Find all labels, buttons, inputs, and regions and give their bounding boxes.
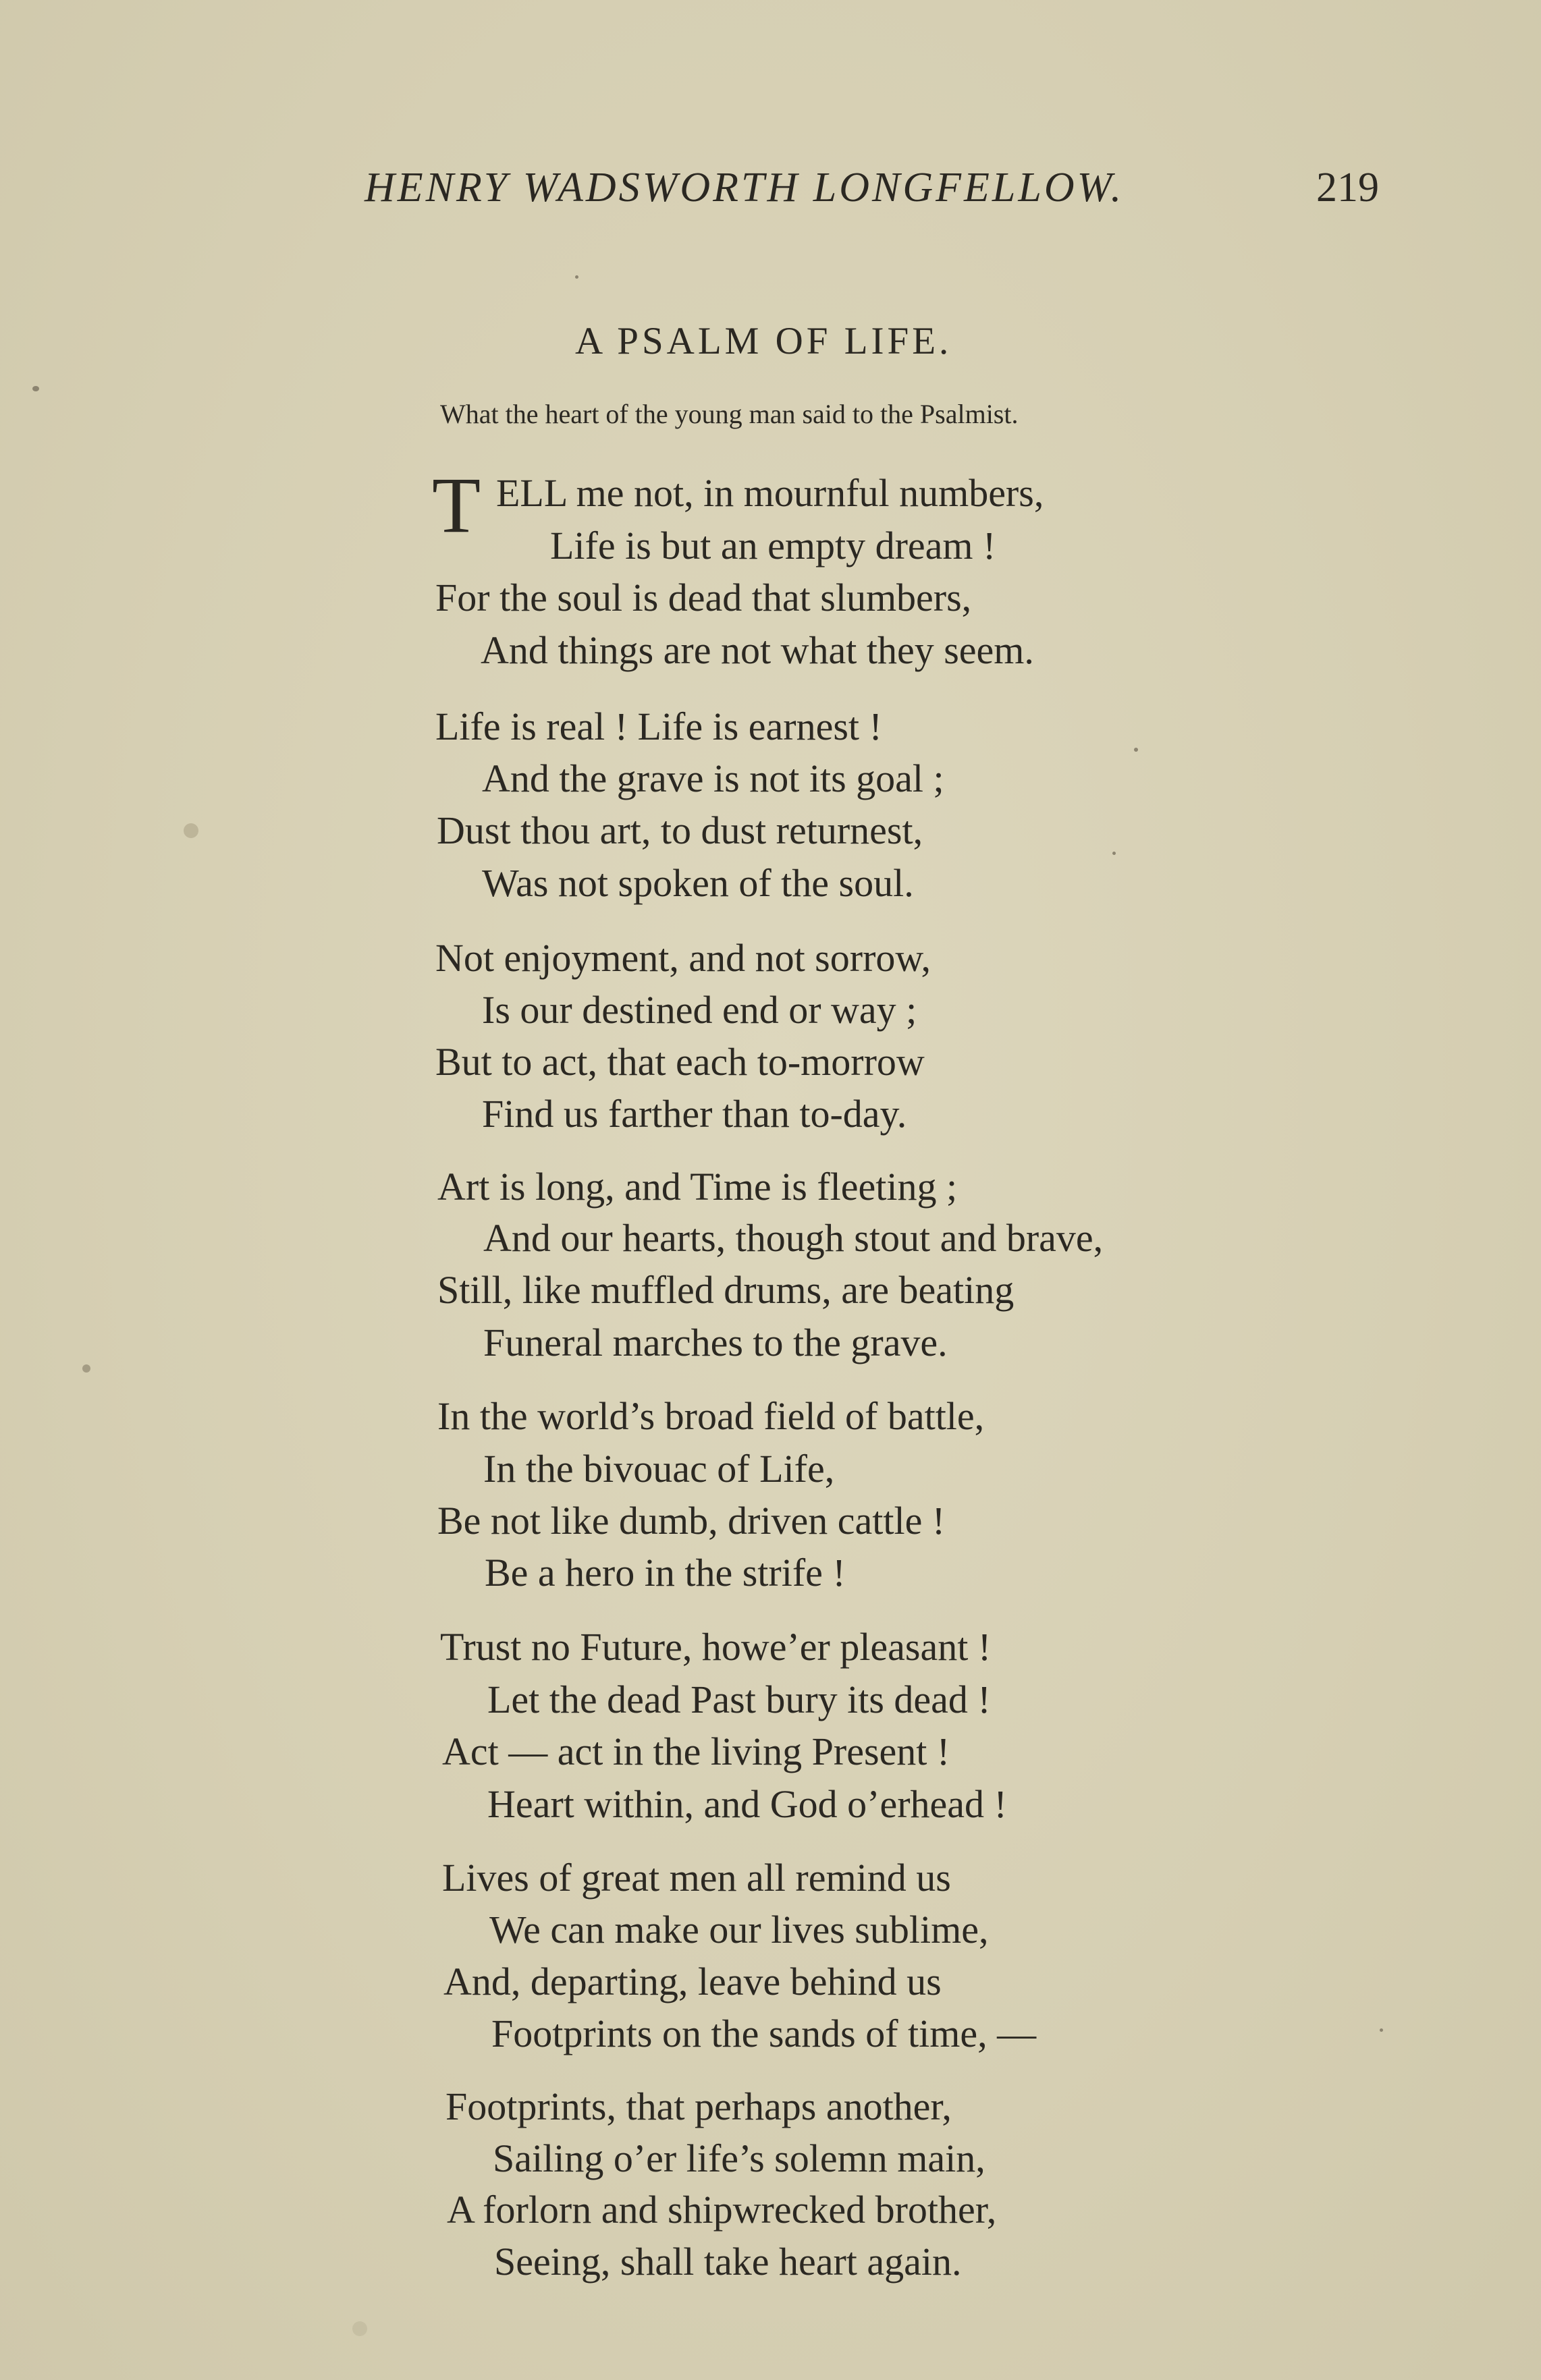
poem-line: Find us farther than to-day. bbox=[482, 1092, 907, 1136]
paper-speck bbox=[352, 2321, 367, 2336]
poem-line: Let the dead Past bury its dead ! bbox=[487, 1678, 991, 1721]
paper-speck bbox=[82, 1364, 90, 1373]
paper-speck bbox=[1380, 2028, 1383, 2032]
poem-line: And, departing, leave behind us bbox=[443, 1960, 942, 2003]
poem-line: And the grave is not its goal ; bbox=[482, 756, 944, 800]
poem-title: A PSALM OF LIFE. bbox=[575, 320, 952, 362]
poem-line: In the world’s broad field of battle, bbox=[437, 1394, 985, 1438]
poem-line: Sailing o’er life’s solemn main, bbox=[493, 2136, 985, 2180]
poem-line: Be a hero in the strife ! bbox=[485, 1551, 846, 1595]
poem-line: ELL me not, in mournful numbers, bbox=[496, 471, 1044, 515]
page-number: 219 bbox=[1316, 165, 1379, 211]
poem-line: Act — act in the living Present ! bbox=[442, 1729, 950, 1773]
poem-line: Trust no Future, howe’er pleasant ! bbox=[440, 1625, 992, 1669]
poem-line: We can make our lives sublime, bbox=[489, 1908, 989, 1952]
running-head: HENRY WADSWORTH LONGFELLOW. bbox=[364, 165, 1125, 211]
poem-line: A forlorn and shipwrecked brother, bbox=[447, 2188, 997, 2232]
paper-speck bbox=[184, 823, 198, 838]
poem-line: Dust thou art, to dust returnest, bbox=[437, 808, 923, 852]
poem-line: Footprints, that perhaps another, bbox=[445, 2084, 952, 2128]
poem-line: Life is real ! Life is earnest ! bbox=[435, 704, 882, 748]
poem-line: Seeing, shall take heart again. bbox=[494, 2240, 962, 2284]
paper-speck bbox=[575, 275, 578, 279]
poem-line: And our hearts, though stout and brave, bbox=[483, 1216, 1104, 1260]
drop-cap: T bbox=[432, 461, 481, 549]
poem-line: Art is long, and Time is fleeting ; bbox=[437, 1165, 958, 1209]
poem-line: In the bivouac of Life, bbox=[483, 1447, 835, 1491]
poem-line: Be not like dumb, driven cattle ! bbox=[437, 1499, 946, 1543]
paper-speck bbox=[1134, 748, 1138, 752]
paper-speck bbox=[32, 386, 39, 391]
poem-line: And things are not what they seem. bbox=[481, 628, 1034, 672]
poem-line: Funeral marches to the grave. bbox=[483, 1321, 948, 1364]
poem-epigraph: What the heart of the young man said to the Psalmist. bbox=[440, 399, 1019, 429]
poem-line: But to act, that each to-morrow bbox=[435, 1040, 925, 1084]
poem-line: Is our destined end or way ; bbox=[482, 988, 917, 1032]
poem-line: Lives of great men all remind us bbox=[442, 1856, 951, 1900]
poem-line: Heart within, and God o’erhead ! bbox=[487, 1782, 1007, 1826]
poem-line: Was not spoken of the soul. bbox=[482, 861, 914, 905]
poem-line: For the soul is dead that slumbers, bbox=[435, 576, 972, 619]
poem-line: Still, like muffled drums, are beating bbox=[437, 1268, 1015, 1312]
poem-line: Not enjoyment, and not sorrow, bbox=[435, 936, 931, 980]
poem-line: Life is but an empty dream ! bbox=[550, 524, 996, 568]
paper-speck bbox=[1112, 852, 1116, 855]
poem-line: Footprints on the sands of time, — bbox=[491, 2012, 1037, 2055]
